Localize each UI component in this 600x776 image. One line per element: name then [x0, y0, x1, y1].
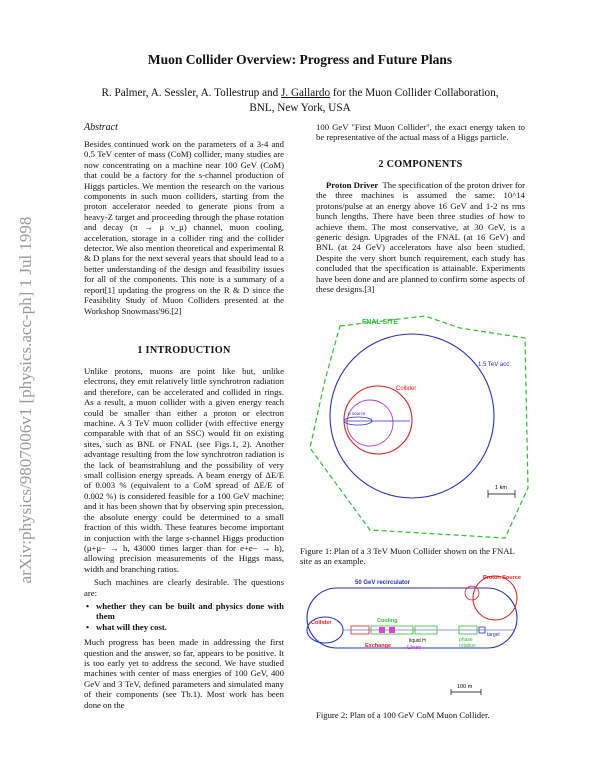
figure-2-caption: Figure 2: Plan of a 100 GeV CoM Muon Collider. — [316, 710, 490, 720]
exchange-label: Exchange — [365, 643, 391, 649]
linac-label: Linac — [407, 645, 422, 651]
phase-label: phase — [459, 637, 473, 643]
list-item: • what will they cost. — [96, 622, 284, 632]
arxiv-stamp-text: arXiv:physics/9807006v1 [physics.acc-ph] 1 Jul 1998 — [16, 216, 35, 584]
figure-2-collider-plan — [303, 574, 539, 704]
abstract-body — [84, 139, 284, 316]
fnal-site-label: FNAL SITE — [362, 319, 399, 326]
rotation-label: rotation — [459, 643, 476, 649]
introduction-body — [84, 366, 284, 710]
recirc-label: 50 GeV recirculator — [355, 580, 411, 586]
author-link-gallardo[interactable]: J. Gallardo — [281, 87, 331, 99]
cooling-label: Cooling — [377, 618, 398, 624]
liquid-label: liquid H — [409, 638, 426, 644]
affiliation: BNL, New York, USA — [249, 102, 351, 114]
collider-ring — [344, 386, 412, 454]
collider-label: Collider — [311, 620, 332, 626]
abstract-heading: Abstract — [84, 122, 118, 133]
proton-driver-text: The specification of the proton driver for the three machines is assumed the same: 10^14 protons/pulse at an energy above 16 GeV and 1-2 ns rms bunch lengths. There have been three studies of how to achieve them. The most conservative, at 30 GeV, is a generic design. Upgrades of the FNAL (at 16 GeV) and BNL (at 24 GeV) accelerators have also been studied. Despite the very short bunch requirement, each study has concluded that the specification is attainable. Experiments have been done and are planned to confirm some aspects of these designs.[3] — [316, 180, 525, 295]
proton-driver-section — [316, 180, 525, 294]
figure-1-fnal-site-plan — [300, 308, 540, 540]
collider-label: Collider — [396, 386, 417, 392]
continued-paragraph: 100 GeV "First Muon Collider", the exact energy taken to be representative of the actual mass of a Higgs particle. — [316, 122, 525, 143]
arxiv-stamp — [8, 150, 44, 650]
scale-label: 1 km — [495, 485, 507, 491]
proton-driver-label: Proton Driver — [326, 180, 379, 190]
proton-source-label: Proton Source — [483, 575, 521, 581]
abstract-text: Besides continued work on the parameters of a 3-4 and 0.5 TeV center of mass (CoM) collider, many studies are now concentrating on a machine near 100 GeV (CoM) that could be a factory for the s-channel production of Higgs particles. We mention the research on the various components in such muon colliders, starting from the proton accelerator needed to generate pions from a heavy-Z target and proceeding through the phase rotation and decay (π → μ ν_μ) channel, muon cooling, acceleration, storage in a collider ring and the collider detector. We also mention theoretical and experimental R & D plans for the next several years that should lead to a better understanding of the design and feasibility issues for all of the components. This note is a summary of a report[1] updating the progress on the R & D since the Feasibility Study of Muon Colliders presented at the Workshop Snowmass'96.[2] — [84, 139, 284, 316]
paper-title: Muon Collider Overview: Progress and Future Plans — [147, 52, 453, 67]
source-label: μ source — [348, 411, 366, 416]
list-item: • whether they can be built and physics done with them — [96, 601, 284, 622]
acc-label: 1.5 TeV acc — [478, 362, 510, 368]
intro-paragraph-3: Much progress has been made in addressing the first question and the answer, so far, appears to be positive. It is too early yet to address the second. We have studied machines with center of mass energies of 100 GeV, 400 GeV and 3 TeV, defined parameters and simulated many of their components (see Tb.1). Most work has been done on the — [84, 637, 284, 710]
questions-list — [84, 601, 284, 632]
right-continued-text — [316, 122, 525, 143]
figure-1-caption: Figure 1: Plan of a 3 TeV Muon Collider shown on the FNAL site as an example. — [300, 546, 515, 567]
scale-label: 100 m — [457, 684, 473, 690]
fnal-site-boundary — [310, 316, 528, 538]
target-label: target — [487, 632, 500, 638]
introduction-heading: 1 INTRODUCTION — [137, 345, 231, 356]
intro-paragraph-1: Unlike protons, muons are point like but, unlike electrons, they emit relatively little synchrotron radiation and therefore, can be accelerated and collided in rings. As a result, a muon collider with a given energy reach could be smaller than either a proton or electron machine. A 3 TeV muon collider (with effective energy comparable with that of an SSC) would fit on existing sites, such as BNL or FNAL (see Figs.1, 2). Another advantage resulting from the low synchrotron radiation is the lack of beamstrahlung and the possibility of very small collision energy spreads. A beam energy of ΔE/E of 0.003 % (equivalent to a CoM spread of ΔE/E of 0.002 %) is considered feasible for a 100 GeV machine; and it has been shown that by observing spin precession, the absolute energy could be determined to a small fraction of this width. These features become important in conjuction with the large s-channel Higgs production (μ+μ− → h, 43000 times larger than for e+e− → h), allowing precision measurements of the Higgs mass, width and branching ratios. — [84, 366, 284, 574]
components-heading: 2 COMPONENTS — [378, 159, 463, 170]
authors-pre: R. Palmer, A. Sessler, A. Tollestrup and — [101, 87, 282, 99]
authors-post: for the Muon Collider Collaboration, — [330, 87, 499, 99]
proton-ring — [473, 576, 517, 620]
intro-paragraph-2: Such machines are clearly desirable. The questions are: — [84, 577, 284, 598]
author-block — [0, 86, 600, 116]
